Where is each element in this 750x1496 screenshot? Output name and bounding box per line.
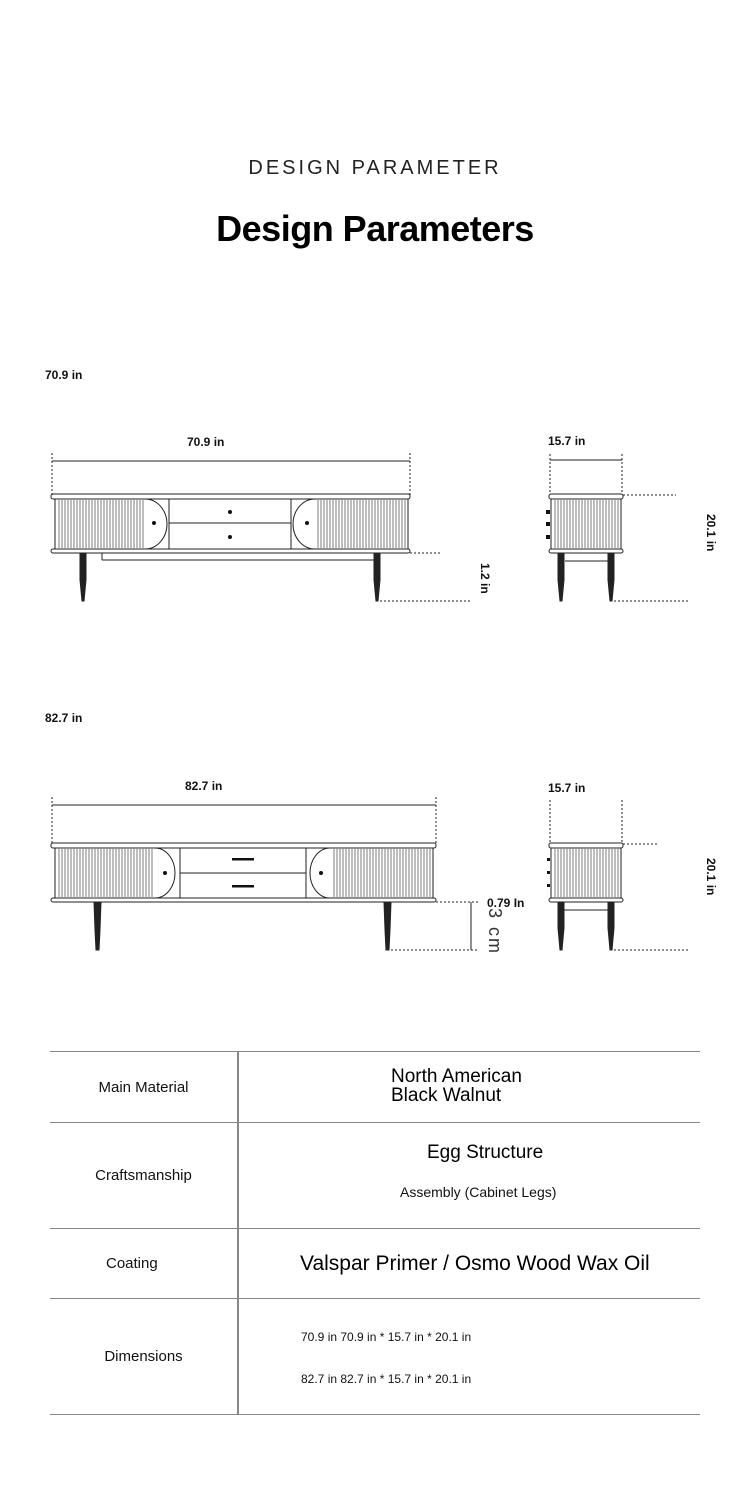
- spec-value-line: Valspar Primer / Osmo Wood Wax Oil: [300, 1252, 650, 1275]
- front-leg-height-cm-label: 3 cm: [485, 908, 505, 956]
- spec-value-sub: Assembly (Cabinet Legs): [400, 1184, 557, 1200]
- spec-value: [239, 1229, 700, 1298]
- section-eyebrow: DESIGN PARAMETER: [248, 157, 502, 179]
- side-height-label: 20.1 in: [704, 514, 718, 552]
- spec-row-material: [50, 1051, 700, 1122]
- front-width-label: 70.9 in: [187, 435, 225, 449]
- side-depth-label: 15.7 in: [548, 781, 586, 795]
- drawing-size-label: 70.9 in: [45, 368, 83, 382]
- side-depth-label: 15.7 in: [548, 434, 586, 448]
- spec-value-line: North American: [391, 1066, 522, 1087]
- front-width-label: 82.7 in: [185, 779, 223, 793]
- spec-label: Dimensions: [104, 1348, 183, 1365]
- spec-row-craftsmanship: [50, 1122, 700, 1228]
- spec-value-main: Egg Structure: [427, 1142, 544, 1163]
- spec-row-coating: [50, 1228, 700, 1298]
- spec-label: Craftsmanship: [95, 1167, 192, 1184]
- spec-label: Main Material: [98, 1078, 189, 1096]
- spec-row-dimensions: [50, 1298, 700, 1415]
- front-leg-height-label: 0.79 In: [487, 896, 525, 910]
- spec-value-line: Black Walnut: [391, 1085, 502, 1106]
- drawing-size-label: 82.7 in: [45, 711, 83, 725]
- page-title: Design Parameters: [216, 208, 534, 249]
- tv-cabinet-side-drawing-small: [0, 440, 750, 620]
- side-height-label: 20.1 in: [704, 858, 718, 896]
- tv-cabinet-side-drawing-large: [0, 790, 750, 970]
- spec-value: [239, 1299, 700, 1414]
- dimension-line: 70.9 in 70.9 in * 15.7 in * 20.1 in: [301, 1330, 472, 1344]
- spec-value: [239, 1123, 700, 1228]
- dimension-line: 82.7 in 82.7 in * 15.7 in * 20.1 in: [301, 1372, 472, 1386]
- spec-label: Coating: [106, 1255, 158, 1272]
- front-leg-height-label: 1.2 in: [478, 563, 492, 594]
- spec-table: [50, 1051, 700, 1415]
- spec-value: [239, 1052, 700, 1122]
